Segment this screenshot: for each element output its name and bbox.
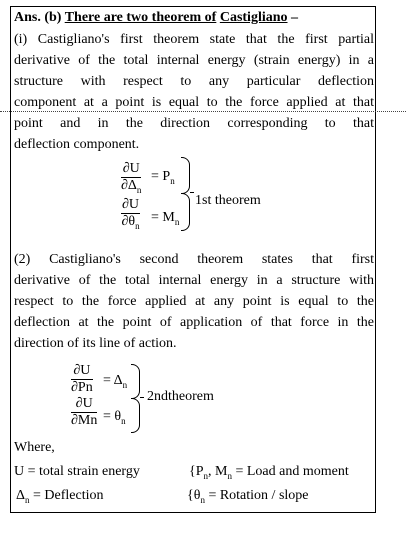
p2-line-5: direction of its line of action. <box>14 336 177 351</box>
eq1-den-1: ∂Δ <box>121 178 137 193</box>
p1-line-5: point and in the direction corresponding to that <box>14 116 374 131</box>
eq2-fraction-1 <box>71 364 93 395</box>
heading-underlined: There are two theorem of <box>64 10 217 25</box>
answer-heading <box>14 7 374 28</box>
eq2-num-1: ∂U <box>71 364 93 380</box>
eq1-rhs-2: = $M_n$ <box>151 210 180 227</box>
eq2-fraction-2 <box>71 397 97 428</box>
p1-line-6: deflection component. <box>14 137 140 152</box>
eq2-den-2: ∂Mn <box>71 413 98 428</box>
p2-line-1: (2) Castigliano's second theorem states that first <box>14 252 374 267</box>
where-u-definition: U = total strain energy <box>14 464 140 479</box>
eq1-rhs-1: = $P_n$ <box>151 169 175 186</box>
where-rotation: {$\theta_n$ = Rotation / slope <box>187 488 309 505</box>
eq2-brace-upper <box>131 364 140 399</box>
eq1-fraction-1 <box>121 162 141 197</box>
eq2-rhs-2: = $\theta_n$ <box>103 409 126 426</box>
eq1-brace-upper <box>181 157 190 194</box>
p2-line-3: respect to the force applied at any point is equal to the <box>14 294 374 309</box>
p2-line-2: derivative of the total internal energy in a structure with <box>14 273 374 288</box>
eq2-label: 2ndtheorem <box>147 389 214 404</box>
p2-line-4: deflection at the point of application of that force in the <box>14 315 374 330</box>
p1-line-1: (i) Castigliano's first theorem state that the first partial <box>14 32 374 47</box>
eq1-den-2: ∂θ <box>121 214 136 229</box>
eq2-num-2: ∂U <box>71 397 97 413</box>
heading-name: Castigliano <box>219 10 288 25</box>
where-load-moment: {$P_n$, $M_n$ = Load and moment <box>189 464 349 481</box>
heading-prefix: Ans. (b) <box>14 10 65 25</box>
eq2-rhs-1: = $\Delta_n$ <box>103 373 128 390</box>
p1-line-3: structure with respect to any particular deflection <box>14 74 374 89</box>
eq1-fraction-2 <box>121 198 140 233</box>
eq2-brace-lower <box>131 398 140 433</box>
eq1-label: 1st theorem <box>195 193 261 208</box>
eq1-brace-lower <box>181 193 190 231</box>
p1-line-4: component at a point is equal to the force applied at that <box>14 95 374 110</box>
eq1-num-1: ∂U <box>122 161 140 176</box>
where-deflection: $\Delta_n$ = Deflection <box>16 488 104 505</box>
eq2-den-1: ∂Pn <box>71 380 93 395</box>
p1-line-2: derivative of the total internal energy (strain energy) in a <box>14 53 374 68</box>
eq1-den-1-sub: n <box>136 185 142 195</box>
eq1-den-2-sub: n <box>135 221 140 231</box>
eq1-num-2: ∂U <box>122 197 140 212</box>
where-label: Where, <box>14 440 55 455</box>
heading-dash: – <box>287 10 299 25</box>
